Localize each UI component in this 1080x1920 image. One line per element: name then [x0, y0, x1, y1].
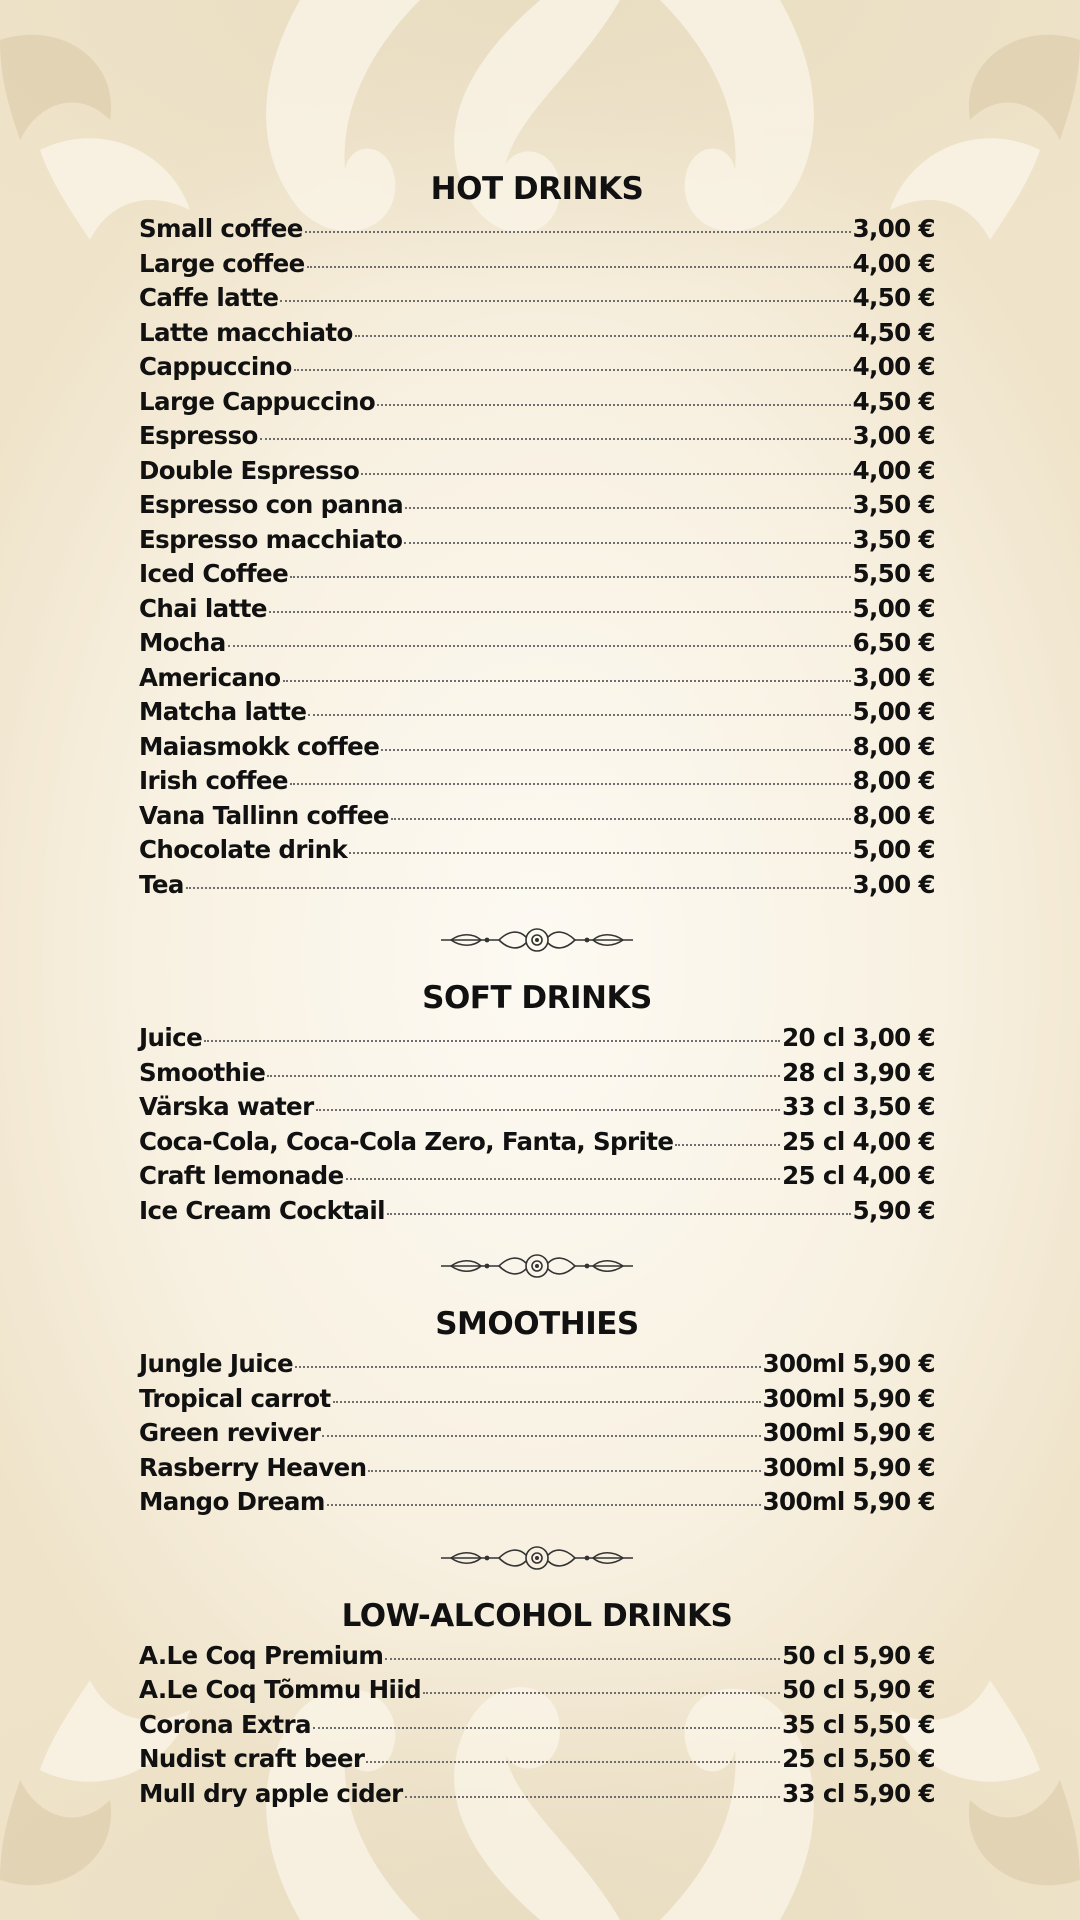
menu-item	[139, 1382, 935, 1417]
section-title: HOT DRINKS	[430, 171, 644, 207]
dot-leader	[346, 1178, 780, 1180]
item-price: 4,00 €	[852, 248, 935, 278]
dot-leader	[308, 714, 850, 716]
item-name: Espresso	[139, 421, 258, 450]
item-name: A.Le Coq Premium	[139, 1640, 384, 1670]
section-divider	[139, 1231, 935, 1301]
item-price: 33 cl 3,50 €	[782, 1092, 935, 1121]
item-name: Large coffee	[139, 248, 305, 278]
dot-leader	[186, 887, 851, 889]
item-price: 25 cl 4,00 €	[782, 1126, 935, 1156]
item-price: 35 cl 5,50 €	[782, 1709, 935, 1739]
menu-item	[139, 592, 935, 627]
item-name: Matcha latte	[139, 697, 307, 726]
dot-leader	[290, 576, 850, 578]
item-price: 33 cl 5,90 €	[782, 1778, 935, 1808]
menu-item	[139, 1639, 935, 1674]
item-name: A.Le Coq Tõmmu Hiid	[139, 1675, 422, 1704]
section-title: LOW-ALCOHOL DRINKS	[341, 1597, 733, 1634]
dot-leader	[280, 300, 850, 302]
item-name: Tropical carrot	[139, 1383, 331, 1413]
item-price: 8,00 €	[852, 731, 935, 761]
dot-leader	[322, 1435, 760, 1437]
dot-leader	[267, 1075, 780, 1077]
item-name: Mango Dream	[139, 1487, 325, 1516]
item-price: 3,00 €	[852, 869, 935, 899]
menu-item	[139, 350, 935, 385]
menu-item	[139, 247, 935, 282]
item-name: Green reviver	[139, 1418, 321, 1447]
item-price: 300ml 5,90 €	[762, 1452, 935, 1482]
menu-item	[139, 385, 935, 420]
item-name: Värska water	[139, 1092, 314, 1121]
item-name: Coca-Cola, Coca-Cola Zero, Fanta, Sprite	[139, 1126, 674, 1156]
item-price: 300ml 5,90 €	[762, 1418, 935, 1447]
item-name: Irish coffee	[139, 766, 288, 795]
dot-leader	[333, 1401, 761, 1403]
item-price: 3,00 €	[852, 214, 935, 243]
item-name: Iced Coffee	[139, 559, 289, 588]
menu-item	[139, 1194, 935, 1229]
dot-leader	[305, 231, 851, 233]
item-name: Vana Tallinn coffee	[139, 800, 389, 830]
item-name: Caffe latte	[139, 283, 279, 312]
dot-leader	[313, 1727, 780, 1729]
menu-item	[139, 1021, 935, 1056]
item-name: Chocolate drink	[139, 835, 348, 864]
item-name: Tea	[139, 869, 184, 899]
item-name: Smoothie	[139, 1057, 266, 1087]
item-price: 5,00 €	[852, 593, 935, 623]
menu-item	[139, 730, 935, 765]
dot-leader	[327, 1504, 761, 1506]
item-price: 300ml 5,90 €	[762, 1487, 935, 1516]
menu-item	[139, 1451, 935, 1486]
section-divider	[139, 905, 935, 975]
menu-item	[139, 1742, 935, 1777]
menu-item	[139, 799, 935, 834]
menu-item	[139, 316, 935, 351]
menu-item	[139, 626, 935, 661]
item-name: Latte macchiato	[139, 317, 353, 347]
dot-leader	[423, 1692, 780, 1694]
section-title: SMOOTHIES	[435, 1306, 639, 1342]
section-divider	[139, 1523, 935, 1593]
dot-leader	[283, 680, 851, 682]
item-name: Corona Extra	[139, 1709, 311, 1739]
section-soft-drinks	[139, 975, 935, 1228]
item-name: Cappuccino	[139, 352, 292, 381]
item-price: 8,00 €	[852, 800, 935, 830]
dot-leader	[387, 1213, 851, 1215]
menu-item	[139, 1416, 935, 1451]
item-price: 300ml 5,90 €	[762, 1383, 935, 1413]
item-name: Americano	[139, 662, 281, 692]
dot-leader	[405, 1796, 781, 1798]
menu-item	[139, 1090, 935, 1125]
item-name: Mull dry apple cider	[139, 1778, 403, 1808]
dot-leader	[290, 783, 851, 785]
menu-item	[139, 1159, 935, 1194]
item-price: 6,50 €	[852, 628, 935, 657]
item-name: Juice	[139, 1023, 203, 1052]
menu-item	[139, 661, 935, 696]
flourish-divider-icon	[439, 1251, 635, 1281]
dot-leader	[228, 645, 851, 647]
menu-item	[139, 1347, 935, 1382]
menu-item	[139, 868, 935, 903]
dot-leader	[316, 1109, 781, 1111]
menu-item	[139, 1673, 935, 1708]
item-price: 50 cl 5,90 €	[782, 1640, 935, 1670]
dot-leader	[294, 369, 851, 371]
item-price: 20 cl 3,00 €	[782, 1023, 935, 1052]
dot-leader	[385, 1658, 780, 1660]
item-price: 3,00 €	[852, 662, 935, 692]
menu-item	[139, 695, 935, 730]
menu-item	[139, 454, 935, 489]
dot-leader	[368, 1470, 760, 1472]
item-name: Jungle Juice	[139, 1349, 293, 1378]
dot-leader	[269, 611, 851, 613]
section-hot-drinks	[139, 166, 935, 902]
menu-item	[139, 833, 935, 868]
menu-item	[139, 1708, 935, 1743]
menu-item	[139, 1485, 935, 1520]
item-price: 4,00 €	[852, 455, 935, 485]
item-price: 3,50 €	[852, 490, 935, 519]
item-name: Chai latte	[139, 593, 267, 623]
dot-leader	[391, 818, 851, 820]
menu-item	[139, 488, 935, 523]
item-price: 3,50 €	[852, 524, 935, 554]
menu-item	[139, 419, 935, 454]
menu-item	[139, 557, 935, 592]
dot-leader	[366, 1761, 780, 1763]
item-price: 25 cl 5,50 €	[782, 1744, 935, 1773]
dot-leader	[404, 542, 850, 544]
item-name: Rasberry Heaven	[139, 1452, 367, 1482]
item-price: 28 cl 3,90 €	[782, 1057, 935, 1087]
dot-leader	[349, 852, 850, 854]
item-price: 5,00 €	[852, 835, 935, 864]
item-price: 4,50 €	[852, 317, 935, 347]
menu-item	[139, 523, 935, 558]
menu-item	[139, 1125, 935, 1160]
dot-leader	[405, 507, 850, 509]
item-name: Small coffee	[139, 214, 303, 243]
item-price: 5,90 €	[852, 1195, 935, 1225]
item-price: 5,00 €	[852, 697, 935, 726]
menu-item	[139, 1777, 935, 1812]
item-name: Craft lemonade	[139, 1161, 344, 1190]
flourish-divider-icon	[439, 1543, 635, 1573]
menu-item	[139, 764, 935, 799]
dot-leader	[204, 1040, 780, 1042]
flourish-divider-icon	[439, 925, 635, 955]
section-title: SOFT DRINKS	[422, 980, 652, 1016]
section-low-alcohol-drinks	[139, 1593, 935, 1812]
dot-leader	[675, 1144, 780, 1146]
item-price: 8,00 €	[852, 766, 935, 795]
item-name: Double Espresso	[139, 455, 360, 485]
item-price: 5,50 €	[852, 559, 935, 588]
item-price: 50 cl 5,90 €	[782, 1675, 935, 1704]
item-price: 300ml 5,90 €	[762, 1349, 935, 1378]
dot-leader	[381, 749, 850, 751]
item-name: Large Cappuccino	[139, 386, 376, 416]
dot-leader	[260, 438, 851, 440]
dot-leader	[355, 335, 851, 337]
item-name: Espresso macchiato	[139, 524, 403, 554]
item-name: Nudist craft beer	[139, 1744, 365, 1773]
item-name: Mocha	[139, 628, 226, 657]
menu-item	[139, 212, 935, 247]
item-price: 4,50 €	[852, 386, 935, 416]
menu-item	[139, 1056, 935, 1091]
item-price: 4,50 €	[852, 283, 935, 312]
dot-leader	[361, 473, 850, 475]
item-price: 4,00 €	[852, 352, 935, 381]
item-price: 3,00 €	[852, 421, 935, 450]
item-name: Espresso con panna	[139, 490, 404, 519]
dot-leader	[307, 266, 851, 268]
dot-leader	[377, 404, 851, 406]
drinks-menu	[139, 166, 935, 1811]
menu-item	[139, 281, 935, 316]
item-price: 25 cl 4,00 €	[782, 1161, 935, 1190]
item-name: Maiasmokk coffee	[139, 731, 380, 761]
dot-leader	[295, 1366, 761, 1368]
section-smoothies	[139, 1301, 935, 1520]
item-name: Ice Cream Cocktail	[139, 1195, 385, 1225]
